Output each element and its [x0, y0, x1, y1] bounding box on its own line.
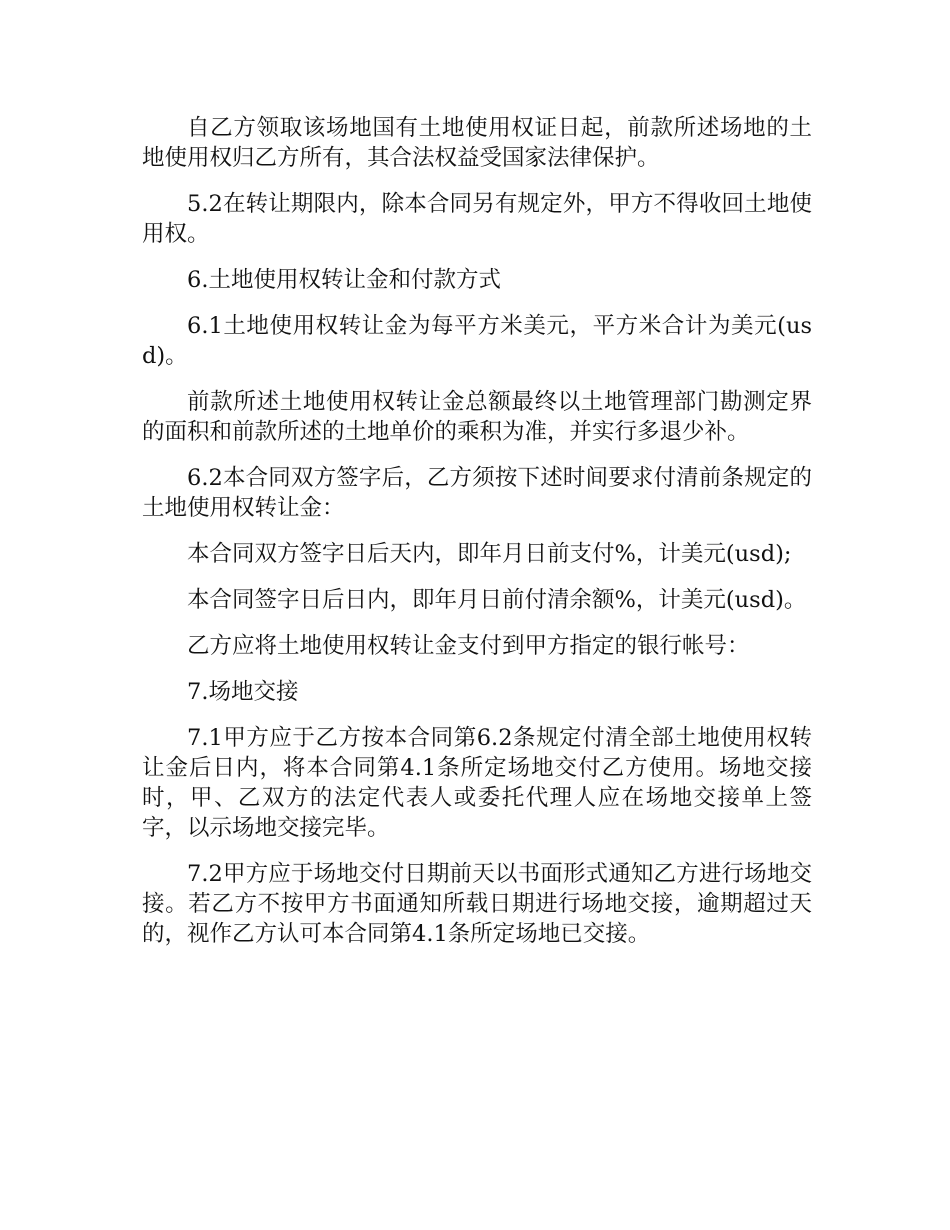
paragraph-bank-account: 乙方应将土地使用权转让金支付到甲方指定的银行帐号： — [187, 633, 750, 659]
paragraph-total-amount: 前款所述土地使用权转让金总额最终以土地管理部门勘测定界的面积和前款所述的土地单价的乘积为准，并实行多退少补。 — [142, 389, 812, 445]
paragraph-6-1: 6.1土地使用权转让金为每平方米美元，平方米合计为美元(usd)。 — [142, 313, 812, 369]
document-body — [142, 113, 812, 965]
paragraph-6-2: 6.2本合同双方签字后，乙方须按下述时间要求付清前条规定的土地使用权转让金： — [142, 465, 812, 521]
paragraph-first-payment: 本合同双方签字日后天内，即年月日前支付%，计美元(usd); — [187, 541, 792, 567]
heading-section-7: 7.场地交接 — [187, 679, 299, 705]
paragraph-7-2: 7.2甲方应于场地交付日期前天以书面形式通知乙方进行场地交接。若乙方不按甲方书面通知所载日期进行场地交接，逾期超过天的，视作乙方认可本合同第4.1条所定场地已交接。 — [142, 861, 812, 947]
paragraph-7-1: 7.1甲方应于乙方按本合同第6.2条规定付清全部土地使用权转让金后日内，将本合同第4.1条所定场地交付乙方使用。场地交接时，甲、乙双方的法定代表人或委托代理人应在场地交接单上签字，以示场地交接完毕。 — [142, 725, 812, 841]
paragraph-land-use-right-ownership: 自乙方领取该场地国有土地使用权证日起，前款所述场地的土地使用权归乙方所有，其合法权益受国家法律保护。 — [142, 115, 812, 171]
paragraph-balance-payment: 本合同签字日后日内，即年月日前付清余额%，计美元(usd)。 — [187, 587, 807, 613]
paragraph-5-2: 5.2在转让期限内，除本合同另有规定外，甲方不得收回土地使用权。 — [142, 191, 812, 247]
heading-section-6: 6.土地使用权转让金和付款方式 — [187, 267, 501, 293]
